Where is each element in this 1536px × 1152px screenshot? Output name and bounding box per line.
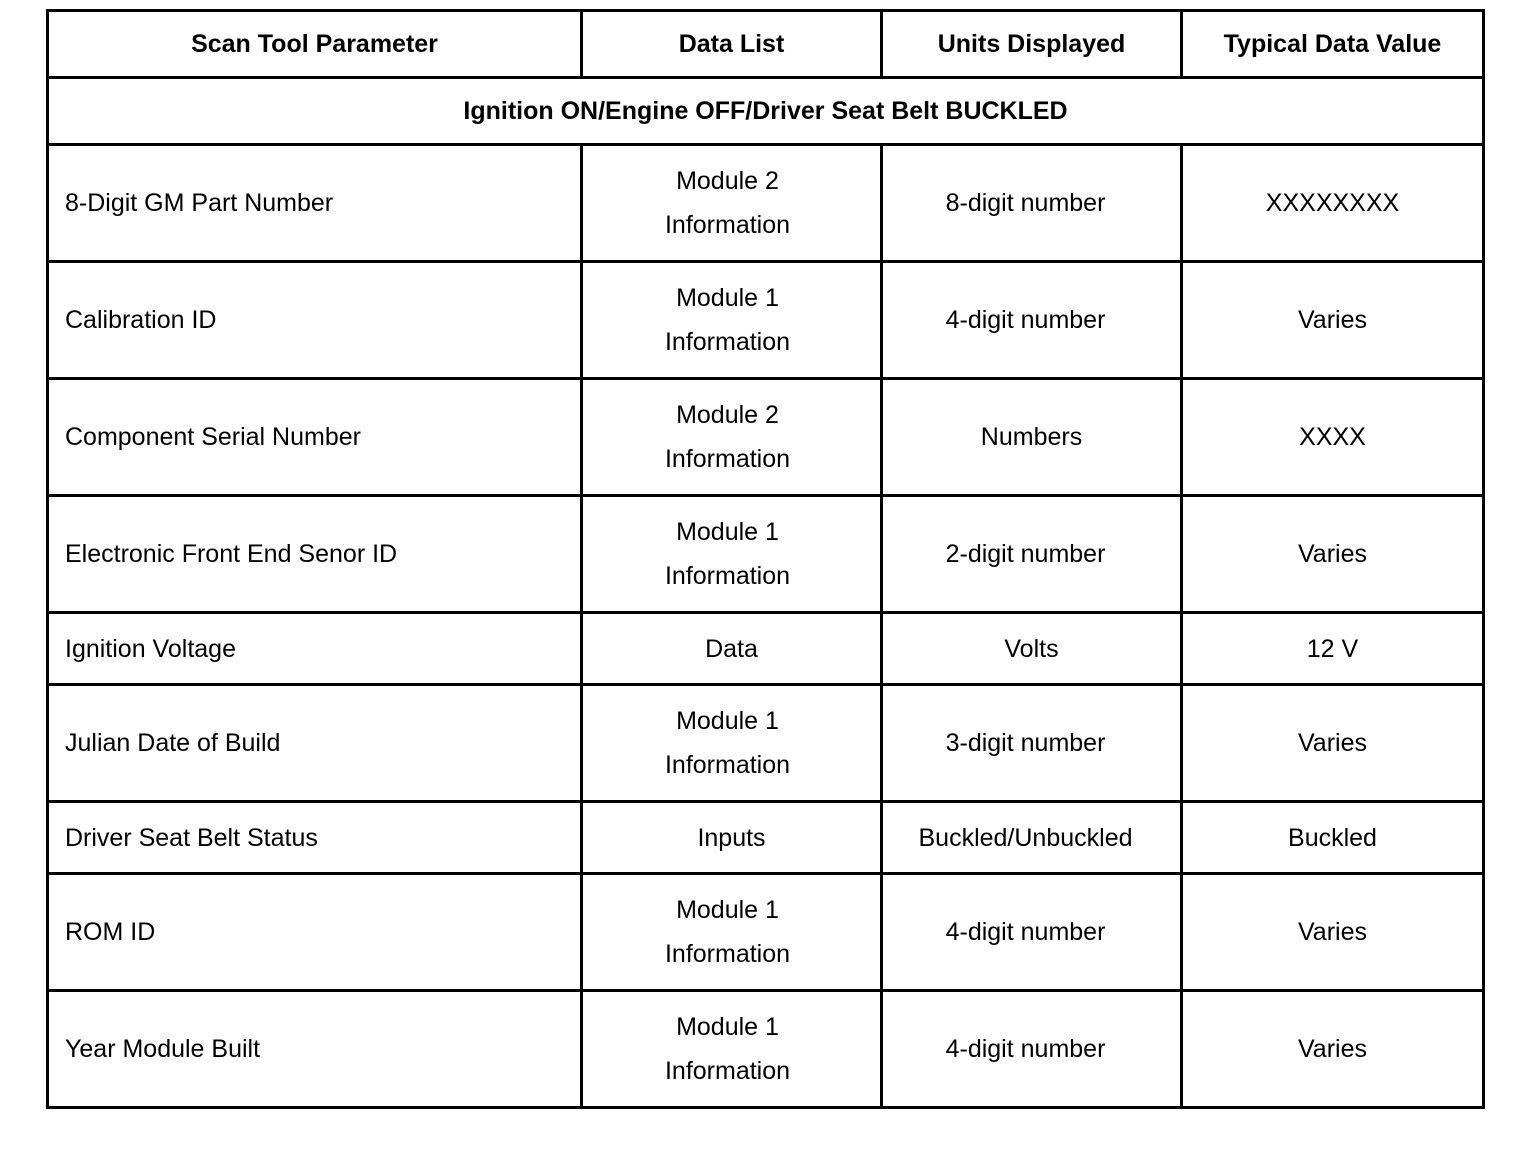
table-row: [48, 145, 1484, 262]
data-list-cell: [582, 991, 882, 1108]
table-row: [48, 685, 1484, 802]
units-cell: 8-digit number: [882, 145, 1182, 262]
data-list-line: Information: [664, 562, 791, 590]
typical-value-cell: Varies: [1182, 874, 1484, 991]
column-header-units: Units Displayed: [882, 11, 1182, 78]
typical-value-cell: XXXXXXXX: [1182, 145, 1484, 262]
data-list-line: Module 2: [676, 167, 779, 195]
units-cell: Buckled/Unbuckled: [882, 802, 1182, 874]
typical-value-cell: Varies: [1182, 262, 1484, 379]
data-list-line: Module 1: [676, 518, 779, 546]
data-list-line: Information: [664, 328, 791, 356]
parameter-cell: Electronic Front End Senor ID: [48, 496, 582, 613]
data-list-cell: [582, 685, 882, 802]
parameter-cell: ROM ID: [48, 874, 582, 991]
table-row: [48, 991, 1484, 1108]
data-list-cell: Inputs: [582, 802, 882, 874]
parameter-cell: 8-Digit GM Part Number: [48, 145, 582, 262]
data-list-line: Information: [664, 445, 791, 473]
parameter-cell: Driver Seat Belt Status: [48, 802, 582, 874]
data-list-line: Module 1: [676, 284, 779, 312]
data-list-line: Information: [664, 940, 791, 968]
parameter-cell: Ignition Voltage: [48, 613, 582, 685]
units-cell: 3-digit number: [882, 685, 1182, 802]
data-list-cell: Data: [582, 613, 882, 685]
data-list-line: Module 1: [676, 707, 779, 735]
table-row: [48, 874, 1484, 991]
units-cell: 4-digit number: [882, 262, 1182, 379]
scan-tool-data-table: [46, 9, 1485, 1109]
section-title: Ignition ON/Engine OFF/Driver Seat Belt BUCKLED: [48, 78, 1484, 145]
data-list-line: Module 2: [676, 401, 779, 429]
data-list-cell: [582, 379, 882, 496]
typical-value-cell: Buckled: [1182, 802, 1484, 874]
header-row: [48, 11, 1484, 78]
parameter-cell: Component Serial Number: [48, 379, 582, 496]
data-list-line: Module 1: [676, 1013, 779, 1041]
typical-value-cell: Varies: [1182, 496, 1484, 613]
column-header-parameter: Scan Tool Parameter: [48, 11, 582, 78]
data-list-line: Information: [664, 211, 791, 239]
parameter-cell: Calibration ID: [48, 262, 582, 379]
units-cell: 4-digit number: [882, 874, 1182, 991]
units-cell: Numbers: [882, 379, 1182, 496]
typical-value-cell: Varies: [1182, 991, 1484, 1108]
units-cell: 2-digit number: [882, 496, 1182, 613]
typical-value-cell: XXXX: [1182, 379, 1484, 496]
data-list-line: Information: [664, 751, 791, 779]
table-row: [48, 613, 1484, 685]
table-row: [48, 496, 1484, 613]
column-header-typical-value: Typical Data Value: [1182, 11, 1484, 78]
data-list-line: Information: [664, 1057, 791, 1085]
typical-value-cell: 12 V: [1182, 613, 1484, 685]
data-list-cell: [582, 496, 882, 613]
table-row: [48, 379, 1484, 496]
data-list-cell: [582, 262, 882, 379]
units-cell: Volts: [882, 613, 1182, 685]
units-cell: 4-digit number: [882, 991, 1182, 1108]
table-row: [48, 262, 1484, 379]
table-row: [48, 802, 1484, 874]
data-list-cell: [582, 874, 882, 991]
parameter-cell: Julian Date of Build: [48, 685, 582, 802]
data-list-cell: [582, 145, 882, 262]
typical-value-cell: Varies: [1182, 685, 1484, 802]
data-list-line: Module 1: [676, 896, 779, 924]
section-row: [48, 78, 1484, 145]
column-header-data-list: Data List: [582, 11, 882, 78]
parameter-cell: Year Module Built: [48, 991, 582, 1108]
